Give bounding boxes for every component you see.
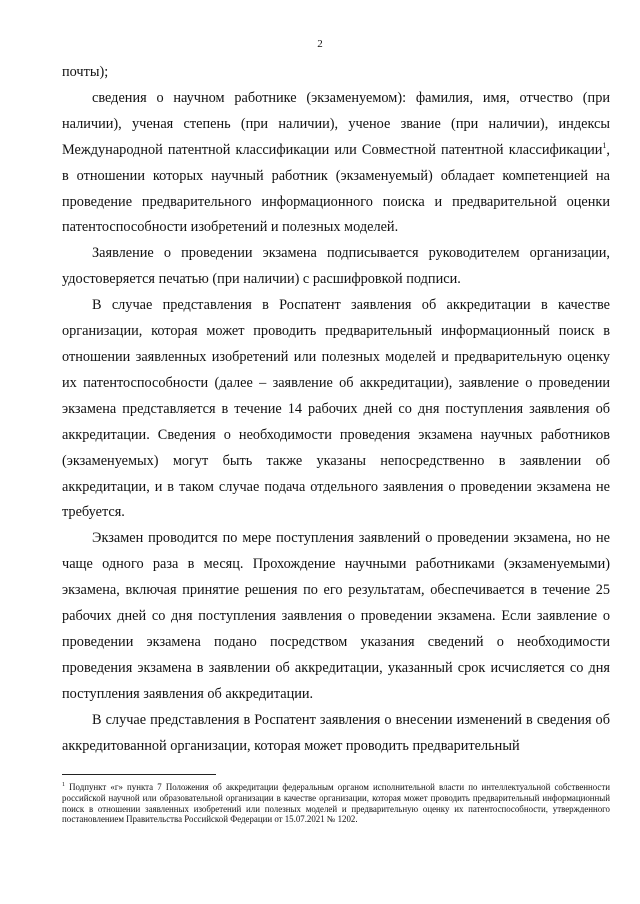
body-text xyxy=(62,60,610,759)
paragraph-accreditation-application: В случае представления в Роспатент заявления об аккредитации в качестве организации, которая может проводить предварительный информационный поиск в отношении заявленных изобретений или полезных моделей и предварительную оценку их патентоспособности (далее – заявление об аккредитации), заявление о проведении экзамена представляется в течение 14 рабочих дней со дня поступления заявления об аккредитации. Сведения о необходимости проведения экзамена научных работников (экзаменуемых) могут быть также указаны непосредственно в заявлении об аккредитации, и в таком случае подача отдельного заявления о проведении экзамена не требуется. xyxy=(62,297,610,521)
footnote-divider xyxy=(62,774,216,775)
footnote-text: Подпункт «г» пункта 7 Положения об аккредитации федеральным органом исполнительной власти по интеллектуальной собственности российской научной или образовательной организации в качестве организации, которая может проводить предварительный информационный поиск в отношении заявленных изобретений или полезных моделей и предварительную оценку их патентоспособности, утвержденного постановлением Правительства Российской Федерации от 15.07.2021 № 1202. xyxy=(62,782,610,825)
footnote xyxy=(62,782,610,825)
page-number: 2 xyxy=(317,38,323,50)
researcher-info-text: сведения о научном работнике (экзаменуемом): фамилия, имя, отчество (при наличии), ученая степень (при наличии), ученое звание (при наличии), индексы Международной патентной классификации или Совместной патентной классификации xyxy=(62,89,610,158)
paragraph-signature: Заявление о проведении экзамена подписывается руководителем организации, удостоверяется печатью (при наличии) с расшифровкой подписи. xyxy=(62,245,610,288)
paragraph-postal-end: почты); xyxy=(62,64,109,80)
paragraph-changes-application: В случае представления в Роспатент заявления о внесении изменений в сведения об аккредитованной организации, которая может проводить предварительный xyxy=(62,711,610,754)
paragraph-researcher-info xyxy=(62,86,610,241)
paragraph-exam-schedule: Экзамен проводится по мере поступления заявлений о проведении экзамена, но не чаще одного раза в месяц. Прохождение научными работниками (экзаменуемыми) экзамена, включая принятие решения по его результатам, обеспечивается в течение 25 рабочих дней со дня поступления заявления о проведении экзамена. Если заявление о проведении экзамена подано посредством указания сведений о необходимости проведения экзамена в заявлении об аккредитации, указанный срок исчисляется со дня поступления заявления об аккредитации. xyxy=(62,530,610,702)
researcher-info-text-continued: , в отношении которых научный работник (экзаменуемый) обладает компетенцией на проведение предварительного информационного поиска и предварительной оценки патентоспособности изобретений и полезных моделей. xyxy=(62,141,610,236)
footnote-reference: 1 xyxy=(602,140,607,150)
footnote-marker: 1 xyxy=(62,782,65,789)
